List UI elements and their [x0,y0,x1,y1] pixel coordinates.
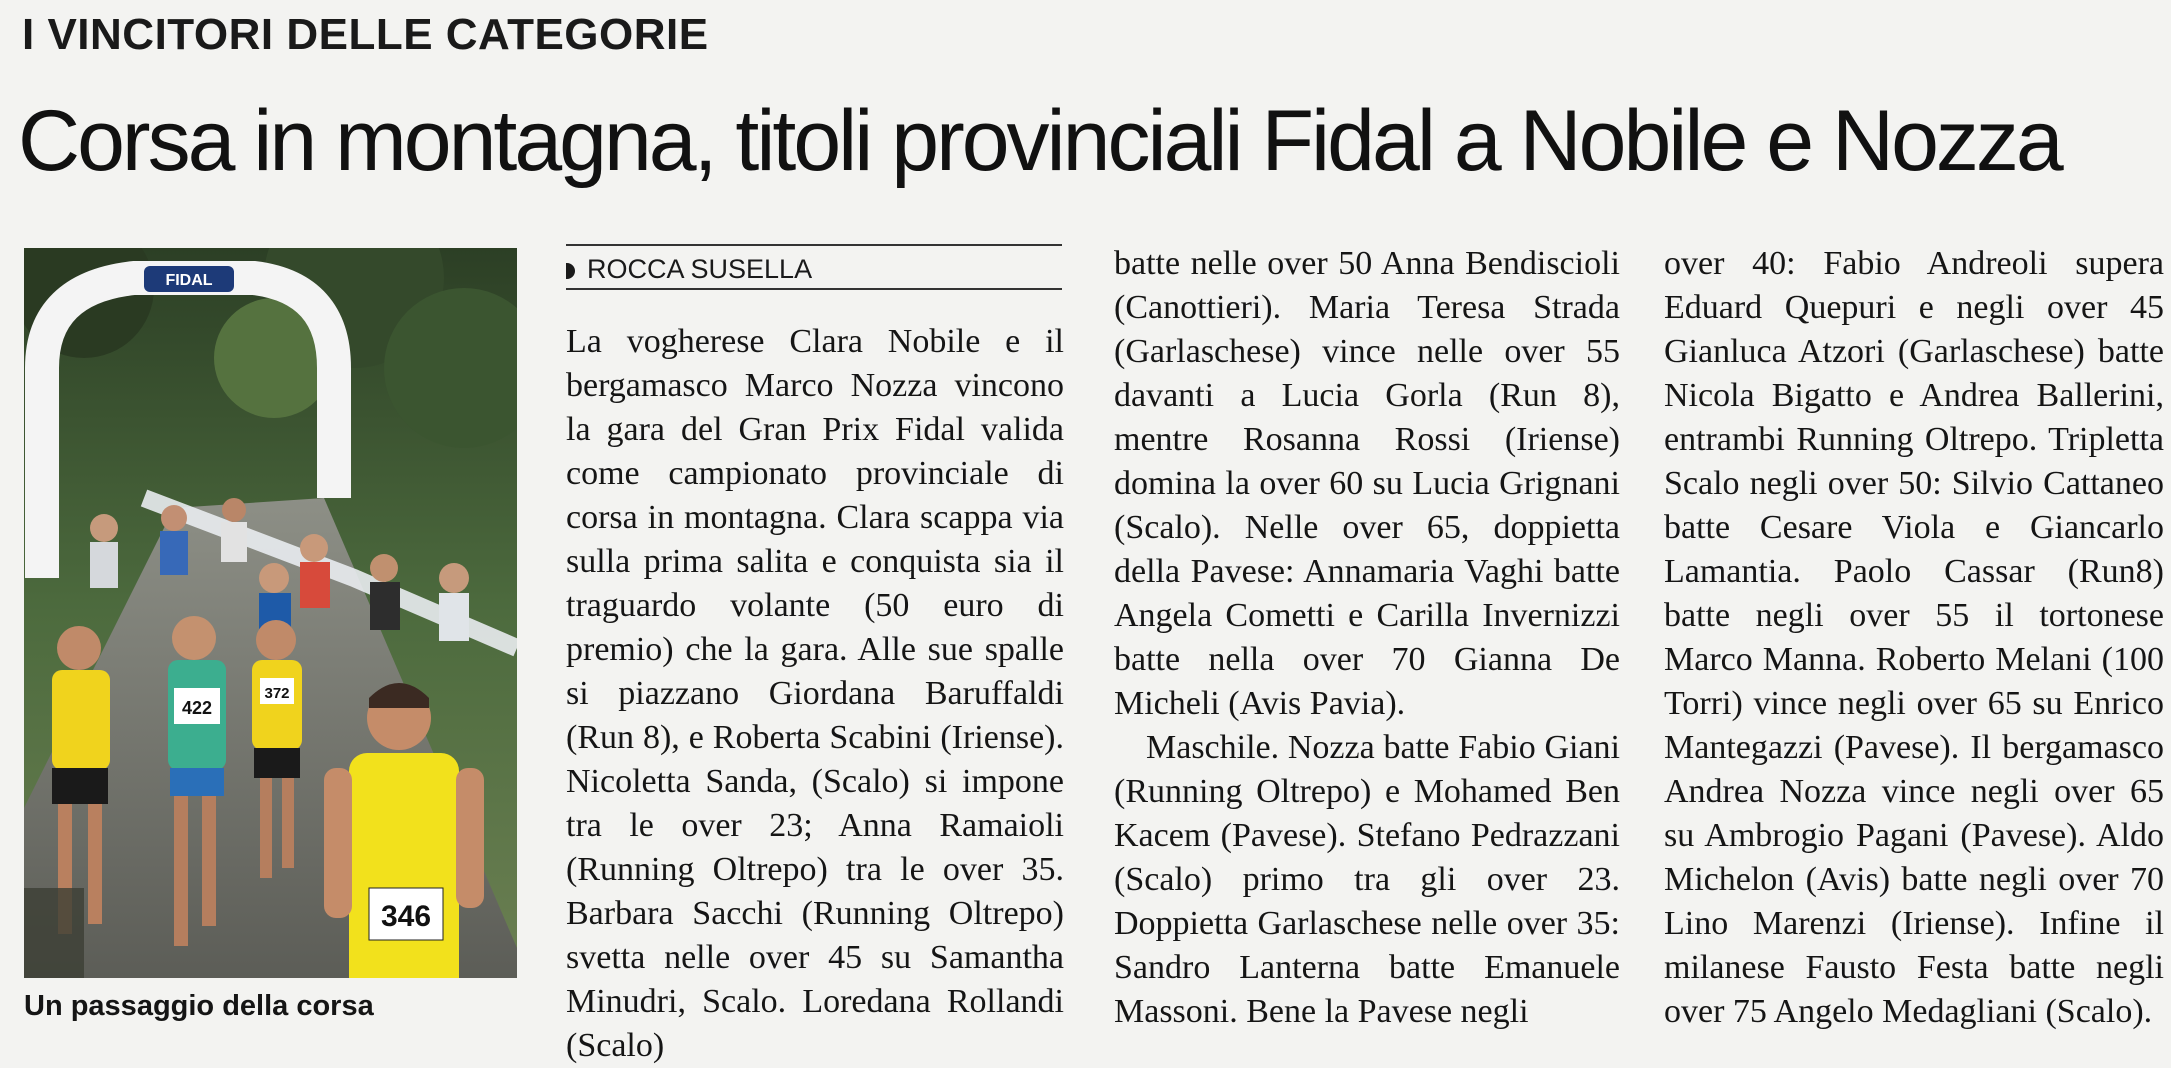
photo-caption: Un passaggio della corsa [24,990,374,1022]
article-column-3 [1664,242,2164,1034]
article-paragraph: over 40: Fabio Andreoli supera Eduard Quepuri e negli over 45 Gianluca Atzori (Garlaschese) batte Nicola Bigatto e Andrea Ballerini, entrambi Running Oltrepo. Tripletta Scalo negli over 50: Silvio Cattaneo batte Cesare Viola e Giancarlo Lamantia. Paolo Cassar (Run8) batte negli over 55 il tortonese Marco Manna. Roberto Melani (100 Torri) vince negli over 65 su Enrico Mantegazzi (Pavese). Il bergamasco Andrea Nozza vince negli over 65 su Ambrogio Pagani (Pavese). Aldo Michelon (Avis) batte negli over 70 Lino Marenzi (Iriense). Infine il milanese Fausto Festa batte negli over 75 Angelo Medagliani (Scalo). [1664,245,2164,1030]
headline: Corsa in montagna, titoli provinciali Fidal a Nobile e Nozza [18,93,2061,189]
section-label-text: ROCCA SUSELLA [587,254,813,284]
section-bullet-icon [566,263,575,279]
bib-number-main: 346 [380,900,432,933]
article-paragraph: Maschile. Nozza batte Fabio Giani (Running Oltrepo) e Mohamed Ben Kacem (Pavese). Stefano Pedrazzani (Scalo) primo tra gli over 23. Doppietta Garlaschese nelle over 35: Sandro Lanterna batte Emanuele Massoni. Bene la Pavese negli [1114,729,1620,1030]
bib-number: 422 [181,698,213,718]
race-photo [24,248,517,978]
section-label [566,244,1062,290]
article-column-2 [1114,242,1620,1034]
race-photo-illustration [24,248,517,978]
arch-banner-text: FIDAL [165,272,213,289]
article-paragraph: batte nelle over 50 Anna Bendiscioli (Canottieri). Maria Teresa Strada (Garlaschese) vince nelle over 55 davanti a Lucia Gorla (Run 8), mentre Rosanna Rossi (Iriense) domina la over 60 su Lucia Grignani (Scalo). Nelle over 65, doppietta della Pavese: Annamaria Vaghi batte Angela Cometti e Carilla Invernizzi batte nella over 70 Gianna De Micheli (Avis Pavia). [1114,245,1620,722]
foreground-shadow [24,888,84,978]
kicker-heading: I VINCITORI DELLE CATEGORIE [22,10,709,59]
article-column-1 [566,320,1064,1068]
article-paragraph: La vogherese Clara Nobile e il bergamasco Marco Nozza vincono la gara del Gran Prix Fidal valida come campionato provinciale di corsa in montagna. Clara scappa via sulla prima salita e conquista sia il traguardo volante (50 euro di premio) che la gara. Alle sue spalle si piazzano Giordana Baruffaldi (Run 8), e Roberta Scabini (Iriense). Nicoletta Sanda, (Scalo) si impone tra le over 23; Anna Ramaioli (Running Oltrepo) tra le over 35. Barbara Sacchi (Running Oltrepo) svetta nelle over 45 su Samantha Minudri, Scalo. Loredana Rollandi (Scalo) [566,323,1064,1064]
bib-number: 372 [264,685,290,702]
